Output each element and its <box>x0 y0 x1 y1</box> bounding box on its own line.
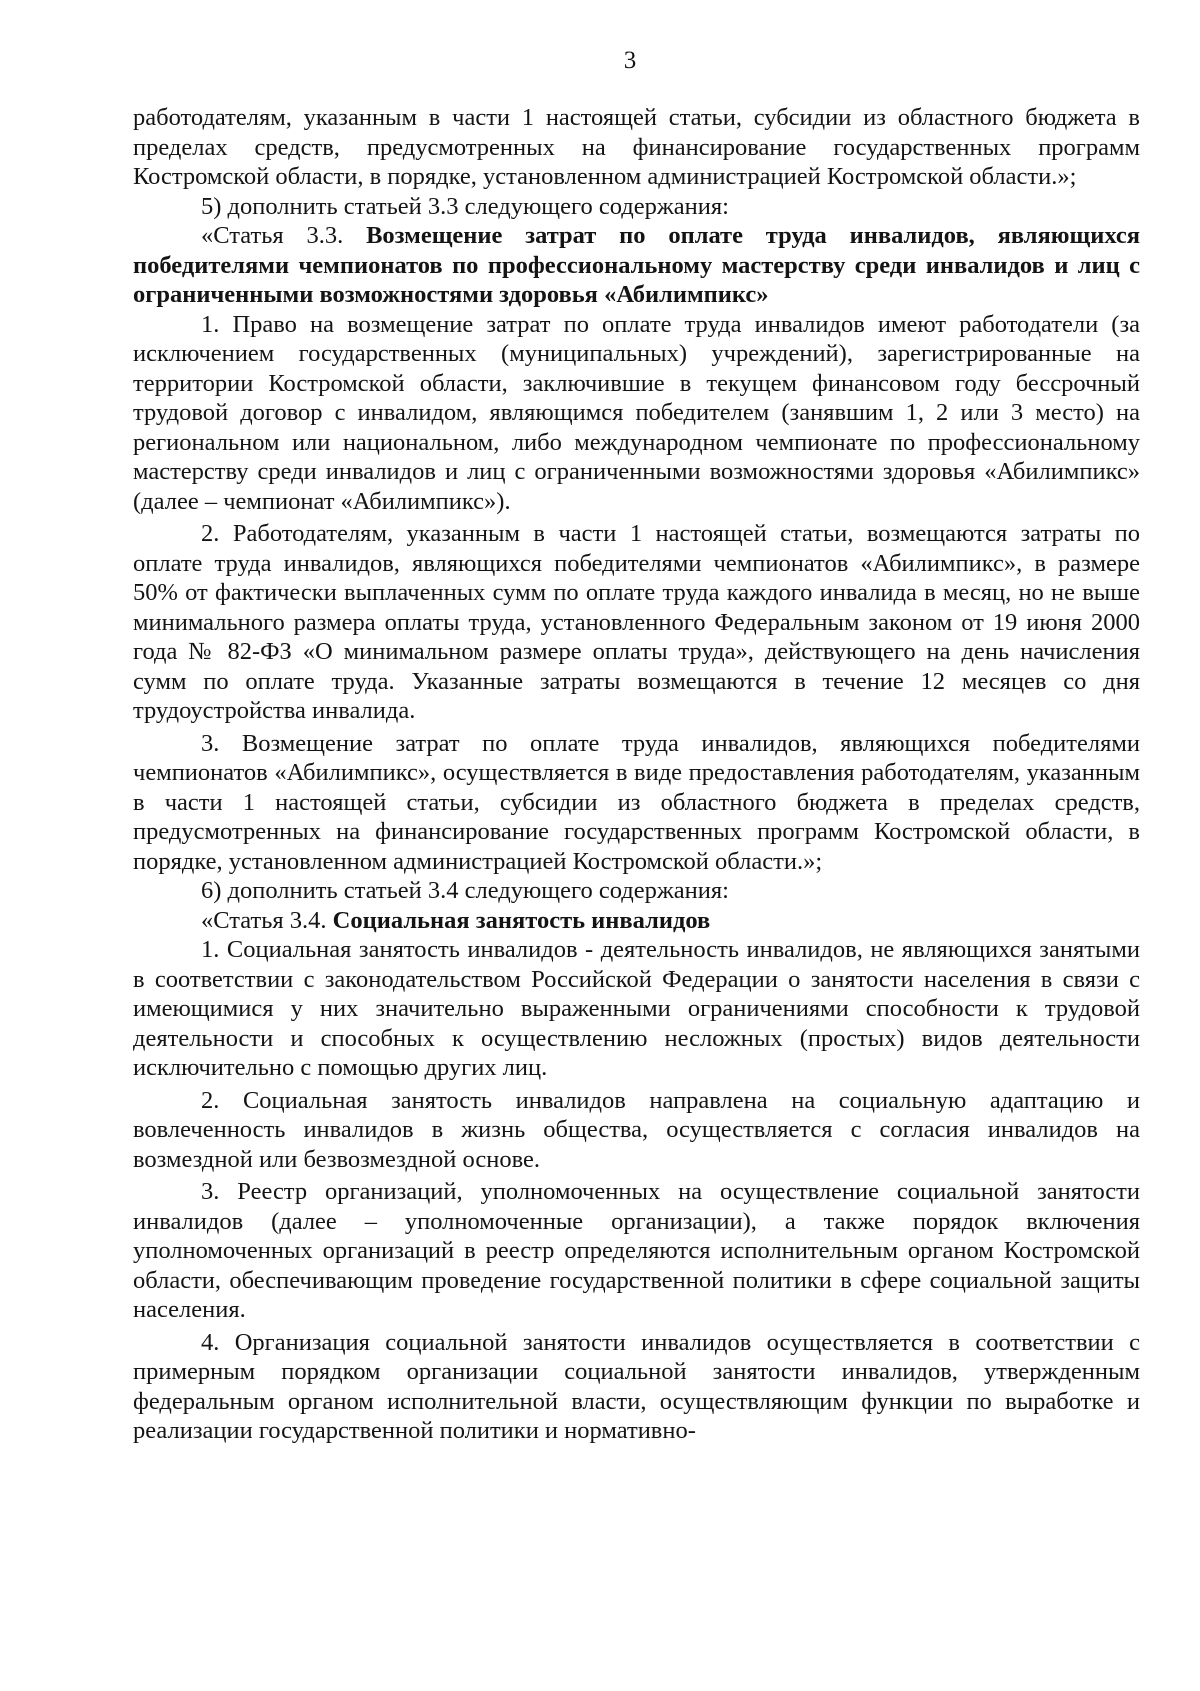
article-3-3-part-3: 3. Возмещение затрат по оплате труда инвалидов, являющихся победителями чемпионатов «Абилимпикс», осуществляется в виде предоставления работодателям, указанным в части 1 настоящей статьи, субсидии из областного бюджета в пределах средств, предусмотренных на финансирование государственных программ Костромской области, в порядке, установленном администрацией Костромской области.»; <box>133 729 1140 875</box>
article-3-4-heading <box>133 906 1140 936</box>
page-number: 3 <box>623 47 637 74</box>
article-3-3-number: «Статья 3.3. <box>201 222 367 249</box>
paragraph-amendment-5: 5) дополнить статьей 3.3 следующего содержания: <box>201 192 729 220</box>
document-body <box>133 103 1140 1446</box>
article-3-3-part-2: 2. Работодателям, указанным в части 1 настоящей статьи, возмещаются затраты по оплате труда инвалидов, являющихся победителями чемпионатов «Абилимпикс», в размере 50% от фактически выплаченных сумм по оплате труда каждого инвалида в месяц, но не выше минимального размера оплаты труда, установленного Федеральным законом от 19 июня 2000 года № 82-ФЗ «О минимальном размере оплаты труда», действующего на день начисления сумм по оплате труда. Указанные затраты возмещаются в течение 12 месяцев со дня трудоустройства инвалида. <box>133 520 1140 724</box>
article-3-4-title: Социальная занятость инвалидов <box>332 906 711 934</box>
article-3-3-heading <box>133 221 1140 310</box>
article-3-4-number: «Статья 3.4. <box>201 906 333 934</box>
paragraph-amendment-6: 6) дополнить статьей 3.4 следующего содержания: <box>201 877 729 904</box>
article-3-3-title: Возмещение затрат по оплате труда инвалидов, являющихся победителями чемпионатов по профессиональному мастерству среди инвалидов и лиц с ограниченными возможностями здоровья «Абилимпикс» <box>133 222 1140 308</box>
paragraph-continuation: работодателям, указанным в части 1 настоящей статьи, субсидии из областного бюджета в пределах средств, предусмотренных на финансирование государственных программ Костромской области, в порядке, установленном администрацией Костромской области.»; <box>133 104 1140 190</box>
article-3-4-part-3: 3. Реестр организаций, уполномоченных на осуществление социальной занятости инвалидов (далее – уполномоченные организации), а также порядок включения уполномоченных организаций в реестр определяются исполнительным органом Костромской области, обеспечивающим проведение государственной политики в сфере социальной защиты населения. <box>133 1178 1140 1323</box>
article-3-3-part-1: 1. Право на возмещение затрат по оплате труда инвалидов имеют работодатели (за исключением государственных (муниципальных) учреждений), зарегистрированные на территории Костромской области, заключившие в текущем финансовом году бессрочный трудовой договор с инвалидом, являющимся победителем (занявшим 1, 2 или 3 место) на региональном или национальном, либо международном чемпионате по профессиональному мастерству среди инвалидов и лиц с ограниченными возможностями здоровья «Абилимпикс» (далее – чемпионат «Абилимпикс»). <box>133 310 1140 515</box>
article-3-4-part-1: 1. Социальная занятость инвалидов - деятельность инвалидов, не являющихся занятыми в соответствии с законодательством Российской Федерации о занятости населения в связи с имеющимися у них значительно выраженными ограничениями способности к трудовой деятельности и способных к осуществлению несложных (простых) видов деятельности исключительно с помощью других лиц. <box>133 936 1140 1081</box>
article-3-4-part-2: 2. Социальная занятость инвалидов направлена на социальную адаптацию и вовлеченность инвалидов в жизнь общества, осуществляется с согласия инвалидов на возмездной или безвозмездной основе. <box>133 1086 1140 1173</box>
article-3-4-part-4: 4. Организация социальной занятости инвалидов осуществляется в соответствии с примерным порядком организации социальной занятости инвалидов, утвержденным федеральным органом исполнительной власти, осуществляющим функции по выработке и реализации государственной политики и нормативно- <box>133 1328 1140 1444</box>
